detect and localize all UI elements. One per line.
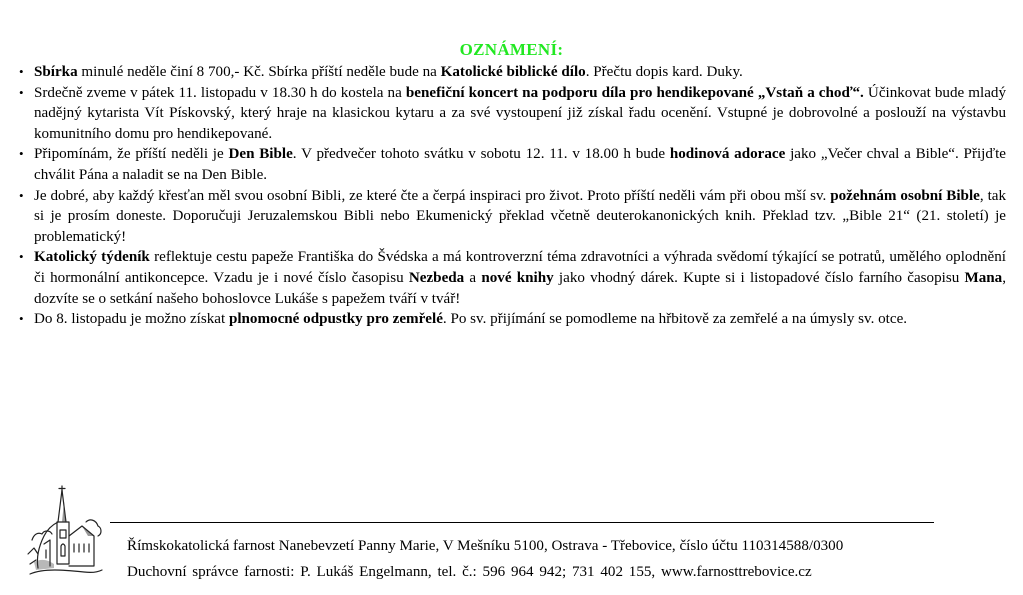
announcement-text: Srdečně zveme v pátek 11. listopadu v 18.30 h do kostela na: [34, 84, 406, 101]
announcement-text: reflektuje cestu papeže Františka do Švédska a má kontroverzní téma zdravotníci a výhrada svědomí týkající se potratů, umělého oplodnění či hormonální antikoncepce. Vzadu je i nové číslo časopisu: [34, 249, 1006, 286]
announcement-text: minulé neděle činí 8 700,- Kč. Sbírka příští neděle bude na: [77, 64, 441, 80]
announcement-item: [16, 144, 1006, 185]
announcement-text: Účinkovat bude mladý nadějný kytarista Vít Pískovský, který hraje na klasickou kytaru a za své vystoupení již získal řadu ocenění. Vstupné je dobrovolné a poslouží na výstavbu komunitního domu pro hendikepované.: [34, 84, 1006, 142]
bullet-icon: •: [19, 64, 24, 79]
emphasis-text: Katolické biblické dílo: [440, 64, 586, 80]
announcement-item: [16, 83, 1006, 145]
parish-contact: Duchovní správce farnosti: P. Lukáš Engelmann, tel. č.: 596 964 942; 731 402 155, www.farnosttrebovice.cz: [127, 564, 812, 580]
church-sketch-icon: [24, 484, 106, 580]
announcements-title: OZNÁMENÍ:: [459, 40, 564, 59]
bullet-icon: •: [19, 311, 24, 327]
footer-divider: [110, 522, 934, 523]
announcement-text: jako vhodný dárek. Kupte si i listopadové číslo farního časopisu: [553, 269, 965, 286]
announcement-item: [16, 247, 1006, 309]
announcement-text: a: [464, 269, 482, 286]
emphasis-text: plnomocné odpustky pro zemřelé: [228, 311, 443, 328]
announcement-item: [16, 309, 1006, 330]
emphasis-text: Sbírka: [34, 64, 78, 80]
bullet-icon: •: [19, 84, 24, 100]
announcement-text: , dozvíte se o setkání našeho bohoslovce Lukáše s papežem tváří v tvář!: [34, 269, 1006, 307]
emphasis-text: hodinová adorace: [669, 146, 786, 163]
announcement-text: Je dobré, aby každý křesťan měl svou osobní Bibli, ze které čte a čerpá inspiraci pro život. Proto příští neděli vám při obou mší sv.: [34, 187, 831, 204]
bullet-icon: •: [19, 249, 24, 265]
announcement-text: Připomínám, že příští neděli je: [34, 146, 229, 163]
emphasis-text: nové knihy: [481, 269, 554, 286]
announcement-list: [16, 62, 1006, 330]
emphasis-text: Mana: [964, 269, 1003, 286]
announcement-text: . Přečtu dopis kard. Duky.: [585, 64, 743, 80]
announcement-item: [16, 186, 1006, 248]
bullet-icon: •: [19, 146, 24, 162]
emphasis-text: Den Bible: [228, 146, 293, 163]
parish-address: Římskokatolická farnost Nanebevzetí Panny Marie, V Mešníku 5100, Ostrava - Třebovice, číslo účtu 110314588/0300: [127, 538, 844, 554]
emphasis-text: benefiční koncert na podporu díla pro hendikepované „Vstaň a choď“.: [405, 84, 864, 101]
emphasis-text: Nezbeda: [408, 269, 465, 286]
announcement-text: . Po sv. přijímání se pomodleme na hřbitově za zemřelé a na úmysly sv. otce.: [442, 311, 908, 328]
emphasis-text: Katolický týdeník: [34, 249, 150, 266]
announcement-text: jako „Večer chval a Bible“. Přijďte chválit Pána a naladit se na Den Bible.: [34, 146, 1007, 183]
bullet-icon: •: [19, 187, 24, 203]
emphasis-text: požehnám osobní Bible: [830, 187, 980, 204]
announcement-text: . V předvečer tohoto svátku v sobotu 12. 11. v 18.00 h bude: [292, 146, 670, 163]
announcement-item: [16, 62, 1006, 83]
announcement-text: , tak si je prosím doneste. Doporučuji Jeruzalemskou Bibli nebo Ekumenický překlad včetně deuterokanonických knih. Překlad tzv. „Bible 21“ (21. století) je problematický!: [34, 187, 1007, 245]
announcement-text: Do 8. listopadu je možno získat: [34, 311, 229, 328]
